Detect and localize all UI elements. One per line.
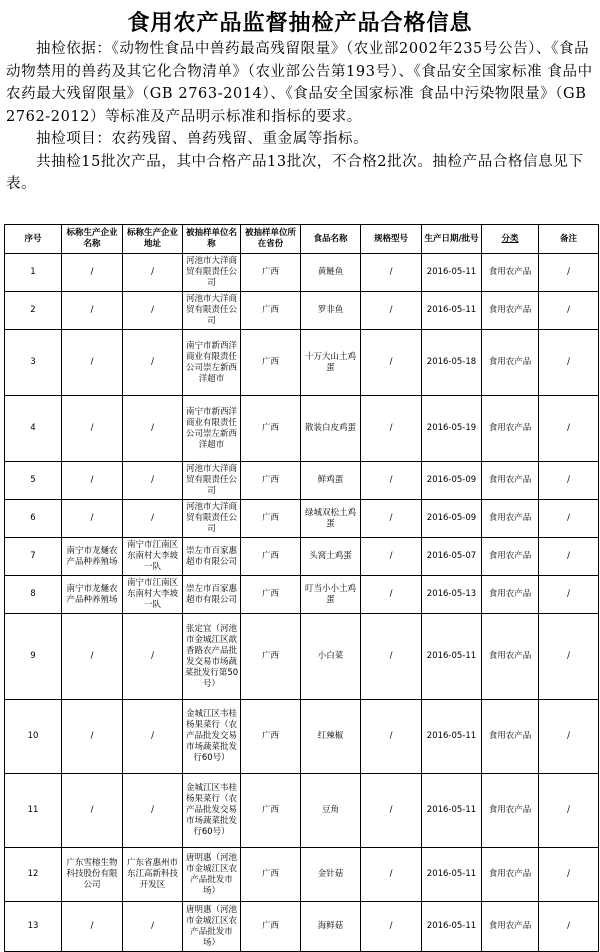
table-cell: 豆角 [301, 774, 361, 848]
table-cell: 广西 [241, 774, 301, 848]
table-cell: 小白菜 [301, 614, 361, 700]
table-cell: 2016-05-11 [422, 848, 482, 902]
table-cell: / [361, 576, 422, 614]
intro-basis-paragraph: 抽检依据：《动物性食品中兽药最高残留限量》（农业部2002年235号公告）、《食品动物禁用的兽药及其它化合物清单》（农业部公告第193号）、《食品安全国家标准 食品中农药最大残留限量》（GB 2763-2014）、《食品安全国家标准 食品中污染物限量》（GB 2762-2012）等标准及产品明示标准和指标的要求。 [6, 41, 593, 125]
table-cell: 广西 [241, 700, 301, 774]
table-cell: / [539, 500, 599, 538]
table-cell: / [123, 500, 183, 538]
table-header-row [5, 225, 599, 254]
table-cell: / [539, 538, 599, 576]
table-cell: 2016-05-07 [422, 538, 482, 576]
intro-summary-paragraph: 共抽检15批次产品，其中合格产品13批次，不合格2批次。抽检产品合格信息见下表。 [6, 153, 584, 192]
table-cell: 南宁市江南区东南村大李坡一队 [123, 576, 183, 614]
table-cell: / [62, 774, 123, 848]
table-cell: / [539, 576, 599, 614]
table-cell: 广西 [241, 254, 301, 292]
table-row [5, 462, 599, 500]
table-row [5, 330, 599, 396]
table-cell: 南宁市新西洋商业有限责任公司崇左新西洋超市 [183, 396, 241, 462]
table-cell: 广西 [241, 462, 301, 500]
table-cell: / [361, 462, 422, 500]
table-cell: 广西 [241, 500, 301, 538]
table-cell: / [62, 614, 123, 700]
table-cell: 食用农产品 [482, 292, 539, 330]
table-cell: 唐明惠（河池市金城江区农产品批发市场） [183, 902, 241, 952]
table-cell: 13 [5, 902, 62, 952]
table-cell: / [539, 462, 599, 500]
table-cell: 9 [5, 614, 62, 700]
header-cell: 被抽样单位所在省份 [241, 225, 301, 254]
table-cell: 2016-05-11 [422, 774, 482, 848]
table-row [5, 774, 599, 848]
table-cell: / [62, 254, 123, 292]
table-cell: 河池市大洋商贸有限责任公司 [183, 292, 241, 330]
table-cell: 2016-05-11 [422, 292, 482, 330]
table-cell: 叮当小小土鸡蛋 [301, 576, 361, 614]
table-cell: / [539, 254, 599, 292]
table-cell: 食用农产品 [482, 462, 539, 500]
table-row [5, 700, 599, 774]
table-cell: / [62, 330, 123, 396]
table-cell: 4 [5, 396, 62, 462]
table-cell: / [123, 700, 183, 774]
table-cell: / [123, 462, 183, 500]
table-row [5, 902, 599, 952]
inspection-table [4, 224, 599, 952]
table-cell: 广西 [241, 396, 301, 462]
table-row [5, 292, 599, 330]
table-cell: 5 [5, 462, 62, 500]
table-cell: / [62, 700, 123, 774]
table-cell: / [62, 902, 123, 952]
table-cell: 十万大山土鸡蛋 [301, 330, 361, 396]
table-cell: 金针菇 [301, 848, 361, 902]
table-cell: 海鲜菇 [301, 902, 361, 952]
table-cell: 2016-05-13 [422, 576, 482, 614]
table-cell: / [123, 396, 183, 462]
table-cell: 崇左市百家惠超市有限公司 [183, 576, 241, 614]
table-cell: 广东雪榕生物科技股份有限公司 [62, 848, 123, 902]
table-cell: 金城江区韦桂杨果菜行（农产品批发交易市场蔬菜批发行60号） [183, 774, 241, 848]
table-cell: 12 [5, 848, 62, 902]
table-cell: 河池市大洋商贸有限责任公司 [183, 462, 241, 500]
table-cell: / [361, 396, 422, 462]
table-cell: 河池市大洋商贸有限责任公司 [183, 254, 241, 292]
header-cell: 食品名称 [301, 225, 361, 254]
table-cell: 食用农产品 [482, 500, 539, 538]
table-cell: / [361, 848, 422, 902]
table-cell: 2016-05-11 [422, 254, 482, 292]
table-cell: 广西 [241, 538, 301, 576]
table-cell: 7 [5, 538, 62, 576]
table-row [5, 254, 599, 292]
table-cell: / [361, 614, 422, 700]
header-cell-text: 分类 [501, 233, 519, 244]
table-row [5, 848, 599, 902]
table-cell: 南宁市江南区东南村大李坡一队 [123, 538, 183, 576]
table-cell: / [539, 902, 599, 952]
table-cell: 南宁市龙熥农产品种养殖场 [62, 576, 123, 614]
table-body [5, 254, 599, 952]
table-cell: 食用农产品 [482, 700, 539, 774]
table-cell: 食用农产品 [482, 614, 539, 700]
table-cell: / [361, 538, 422, 576]
table-cell: 鲜鸡蛋 [301, 462, 361, 500]
table-cell: 2016-05-11 [422, 700, 482, 774]
table-cell: / [539, 330, 599, 396]
table-cell: / [62, 292, 123, 330]
table-cell: 罗非鱼 [301, 292, 361, 330]
table-cell: 食用农产品 [482, 396, 539, 462]
table-cell: 广西 [241, 902, 301, 952]
intro-section [6, 38, 596, 196]
table-cell: / [539, 614, 599, 700]
table-cell: 广东省惠州市东江高新科技开发区 [123, 848, 183, 902]
table-cell: 食用农产品 [482, 254, 539, 292]
table-cell: 红辣椒 [301, 700, 361, 774]
header-cell: 规格型号 [361, 225, 422, 254]
table-cell: 6 [5, 500, 62, 538]
table-cell: 黄鲢鱼 [301, 254, 361, 292]
table-cell: 唐明惠（河池市金城江区农产品批发市场） [183, 848, 241, 902]
header-cell: 序号 [5, 225, 62, 254]
table-cell: 2016-05-18 [422, 330, 482, 396]
table-cell: / [62, 462, 123, 500]
table-cell: 食用农产品 [482, 576, 539, 614]
table-cell: 8 [5, 576, 62, 614]
table-cell: / [62, 396, 123, 462]
table-cell: 广西 [241, 576, 301, 614]
table-cell: / [539, 700, 599, 774]
table-cell: / [123, 774, 183, 848]
table-cell: 2016-05-09 [422, 500, 482, 538]
table-cell: 食用农产品 [482, 848, 539, 902]
header-cell: 生产日期/批号 [422, 225, 482, 254]
table-cell: 食用农产品 [482, 330, 539, 396]
table-cell: 河池市大洋商贸有限责任公司 [183, 500, 241, 538]
header-cell: 备注 [539, 225, 599, 254]
table-cell: 食用农产品 [482, 774, 539, 848]
header-cell [482, 225, 539, 254]
table-cell: / [361, 330, 422, 396]
table-cell: / [361, 500, 422, 538]
table-cell: 3 [5, 330, 62, 396]
header-cell: 标称生产企业地址 [123, 225, 183, 254]
table-cell: 崇左市百家惠超市有限公司 [183, 538, 241, 576]
table-cell: / [361, 292, 422, 330]
table-cell: 1 [5, 254, 62, 292]
table-row [5, 538, 599, 576]
table-cell: / [539, 774, 599, 848]
table-cell: / [123, 330, 183, 396]
table-cell: 食用农产品 [482, 902, 539, 952]
table-cell: / [123, 614, 183, 700]
table-cell: 食用农产品 [482, 538, 539, 576]
page-title: 食用农产品监督抽检产品合格信息 [127, 10, 473, 36]
table-row [5, 614, 599, 700]
table-cell: 2016-05-11 [422, 614, 482, 700]
table-row [5, 396, 599, 462]
table-cell: / [539, 848, 599, 902]
table-cell: 金城江区韦桂杨果菜行（农产品批发交易市场蔬菜批发行60号） [183, 700, 241, 774]
table-row [5, 576, 599, 614]
table-cell: 头窝土鸡蛋 [301, 538, 361, 576]
table-cell: 2016-05-19 [422, 396, 482, 462]
table-cell: 绿城双松土鸡蛋 [301, 500, 361, 538]
table-cell: / [123, 254, 183, 292]
table-cell: / [539, 292, 599, 330]
table-cell: 广西 [241, 614, 301, 700]
header-cell: 被抽样单位名称 [183, 225, 241, 254]
table-cell: / [361, 774, 422, 848]
table-row [5, 500, 599, 538]
table-cell: / [361, 254, 422, 292]
header-cell: 标称生产企业名称 [62, 225, 123, 254]
table-cell: 广西 [241, 292, 301, 330]
table-cell: 2 [5, 292, 62, 330]
table-cell: / [123, 902, 183, 952]
table-cell: / [361, 700, 422, 774]
table-cell: 广西 [241, 330, 301, 396]
table-cell: 南宁市龙熥农产品种养殖场 [62, 538, 123, 576]
intro-items-paragraph: 抽检项目：农药残留、兽药残留、重金属等指标。 [36, 131, 369, 147]
table-cell: / [361, 902, 422, 952]
table-cell: 11 [5, 774, 62, 848]
table-cell: 南宁市新西洋商业有限责任公司崇左新西洋超市 [183, 330, 241, 396]
table-cell: 散装白皮鸡蛋 [301, 396, 361, 462]
table-cell: 张定宜（河池市金城江区歆香路农产品批发交易市场蔬菜批发行第50号） [183, 614, 241, 700]
table-cell: / [123, 292, 183, 330]
table-cell: 2016-05-09 [422, 462, 482, 500]
table-cell: 2016-05-11 [422, 902, 482, 952]
table-cell: / [539, 396, 599, 462]
table-cell: 广西 [241, 848, 301, 902]
table-cell: 10 [5, 700, 62, 774]
table-cell: / [62, 500, 123, 538]
